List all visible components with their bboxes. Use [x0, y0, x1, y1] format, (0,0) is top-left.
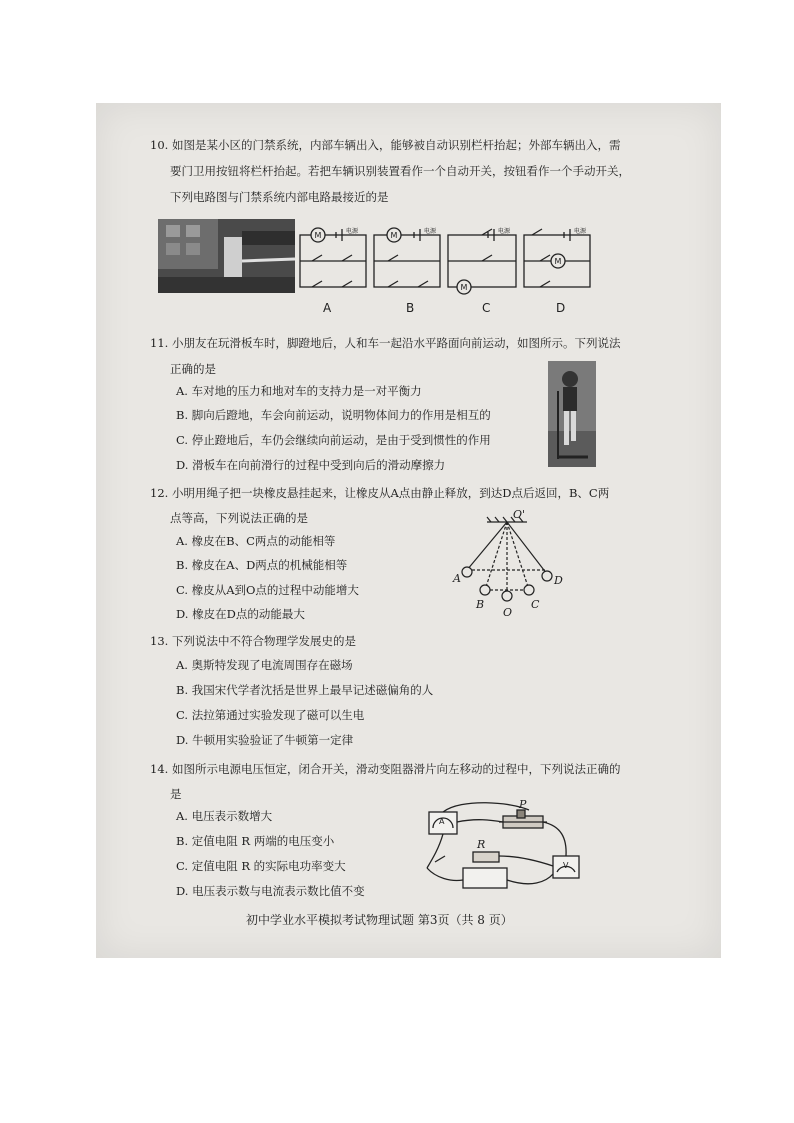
q14-option-a: A. 电压表示数增大	[176, 809, 273, 823]
q12-option-b: B. 橡皮在A、D两点的机械能相等	[176, 558, 348, 572]
slider-label: P	[519, 798, 527, 811]
resistor-label: R	[477, 838, 486, 851]
q12-option-a: A. 橡皮在B、C两点的动能相等	[176, 534, 336, 548]
q13-option-b: B. 我国宋代学者沈括是世界上最早记述磁偏角的人	[176, 683, 434, 697]
option-d-label: D	[556, 301, 566, 315]
motor-label-a: M	[314, 231, 322, 240]
point-c-label: C	[531, 598, 540, 611]
point-d-label: D	[554, 574, 563, 587]
q12-line2: 点等高，下列说法正确的是	[170, 511, 308, 525]
scooter-photo	[548, 361, 596, 467]
motor-label-b: M	[390, 231, 398, 240]
point-b-label: B	[476, 598, 485, 611]
pivot-label: O'	[513, 508, 526, 521]
q13-line1: 13. 下列说法中不符合物理学发展史的是	[150, 634, 356, 648]
pendulum-diagram	[451, 508, 571, 618]
q11-option-c: C. 停止蹬地后，车仍会继续向前运动，是由于受到惯性的作用	[176, 433, 491, 447]
gate-photo	[158, 219, 295, 293]
q14-line1: 14. 如图所示电源电压恒定，闭合开关，滑动变阻器滑片向左移动的过程中，下列说法正确的	[150, 762, 621, 776]
q11-line1: 11. 小朋友在玩滑板车时，脚蹬地后，人和车一起沿水平路面向前运动，如图所示。下列说法	[150, 336, 621, 350]
option-c-label: C	[482, 301, 491, 315]
voltmeter-label: V	[563, 861, 569, 870]
source-label-b: 电源	[424, 228, 437, 235]
q12-option-d: D. 橡皮在D点的动能最大	[176, 607, 305, 621]
exam-page	[96, 103, 721, 958]
q14-option-c: C. 定值电阻 R 的实际电功率变大	[176, 859, 346, 873]
q14-line2: 是	[170, 787, 182, 801]
q11-line2: 正确的是	[170, 362, 216, 376]
q10-line1: 10. 如图是某小区的门禁系统，内部车辆出入，能够被自动识别栏杆抬起；外部车辆出入，需	[150, 138, 621, 152]
q11-option-b: B. 脚向后蹬地，车会向前运动，说明物体间力的作用是相互的	[176, 408, 491, 422]
motor-label-c: M	[460, 283, 468, 292]
circuit-options	[296, 227, 596, 297]
q13-option-d: D. 牛顿用实验验证了牛顿第一定律	[176, 733, 354, 747]
option-b-label: B	[406, 301, 415, 315]
point-o-label: O	[503, 606, 513, 618]
q14-option-b: B. 定值电阻 R 两端的电压变小	[176, 834, 335, 848]
q12-line1: 12. 小明用绳子把一块橡皮悬挂起来，让橡皮从A点由静止释放，到达D点后返回，B、C两	[150, 486, 610, 500]
q11-option-d: D. 滑板车在向前滑行的过程中受到向后的滑动摩擦力	[176, 458, 446, 472]
point-a-label: A	[453, 572, 461, 585]
q13-option-a: A. 奥斯特发现了电流周围存在磁场	[176, 658, 353, 672]
q11-option-a: A. 车对地的压力和地对车的支持力是一对平衡力	[176, 384, 422, 398]
q10-line2: 要门卫用按钮将栏杆抬起。若把车辆识别装置看作一个自动开关，按钮看作一个手动开关，	[170, 164, 630, 178]
motor-label-d: M	[554, 257, 562, 266]
ammeter-label: A	[439, 817, 445, 826]
q12-option-c: C. 橡皮从A到O点的过程中动能增大	[176, 583, 359, 597]
q14-option-d: D. 电压表示数与电流表示数比值不变	[176, 884, 365, 898]
source-label-d: 电源	[574, 228, 587, 235]
q13-option-c: C. 法拉第通过实验发现了磁可以生电	[176, 708, 365, 722]
option-a-label: A	[323, 301, 332, 315]
page-footer: 初中学业水平模拟考试物理试题 第3页（共 8 页）	[246, 913, 513, 927]
source-label-c: 电源	[498, 228, 511, 235]
circuit-apparatus	[421, 798, 591, 898]
source-label-a: 电源	[346, 228, 359, 235]
q10-line3: 下列电路图与门禁系统内部电路最接近的是	[170, 190, 389, 204]
